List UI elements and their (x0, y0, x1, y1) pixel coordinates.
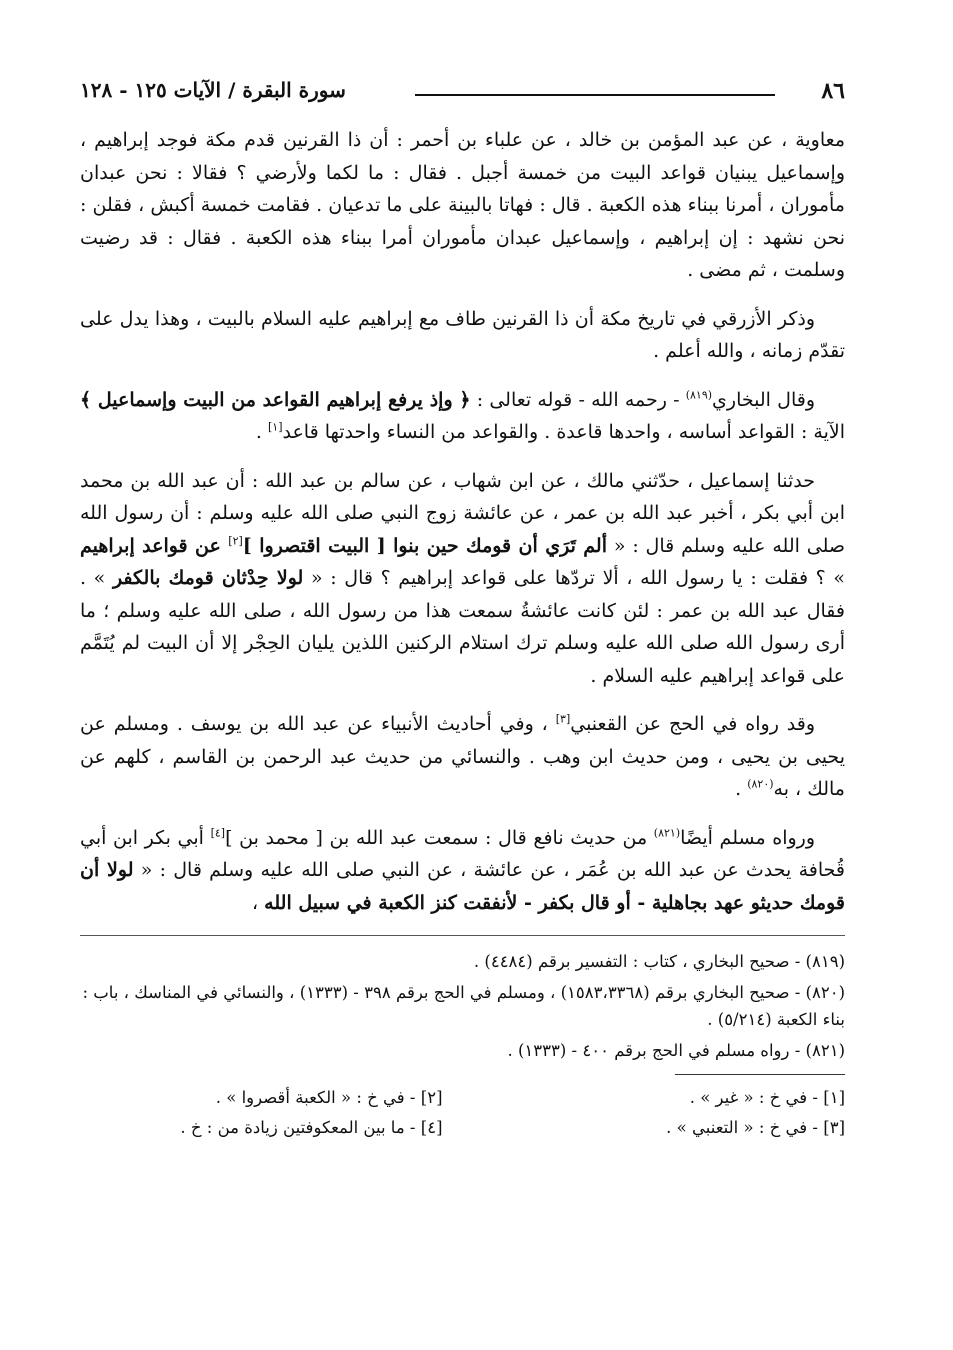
paragraph-3: وقال البخاري$^{(٨١٩)}$ - رحمه الله - قوله تعالى : ﴿ وإذ يرفع إبراهيم القواعد من البيت وإسماعيل ﴾ الآية : القواعد أساسه ، واحدها قاعدة . والقواعد من النساء واحدتها قاعد[١] . (80, 388, 845, 443)
paragraph-6: ورواه مسلم أيضًا$^{(٨٢١)}$ من حديث نافع قال : سمعت عبد الله بن [ محمد بن ][٤] أبي بكر ابن أبي قُحافة يحدث عن عبد الله بن عُمَر ، عن عائشة ، عن النبي صلى الله عليه وسلم قال : « لولا أن قومك حديثو عهد بجاهلية - أو قال بكفر - لأنفقت كنز الكعبة في سبيل الله ، (80, 826, 845, 914)
manuscript-note-4: [٤] - ما بين المعكوفتين زيادة من : خ . (180, 1118, 443, 1137)
footnotes (80, 935, 845, 1064)
paragraph-4: حدثنا إسماعيل ، حدّثني مالك ، عن ابن شهاب ، عن سالم بن عبد الله : أن عبد الله بن محمد ابن أبي بكر ، أخبر عبد الله بن عمر ، عن عائشة زوج النبي صلى الله عليه وسلم : أن رسول الله صلى الله عليه وسلم قال : « ألم تَرَي أن قومك حين بنوا [ البيت اقتصروا ][٢] عن قواعد إبراهيم » ؟ فقلت : يا رسول الله ، ألا تردّها على قواعد إبراهيم ؟ قال : « لولا حِدْثان قومك بالكفر » . فقال عبد الله بن عمر : لئن كانت عائشةُ سمعت هذا من رسول الله ، صلى الله عليه وسلم ؛ ما أرى رسول الله صلى الله عليه وسلم ترك استلام الركنين اللذين يليان الحِجْر إلا أن البيت لم يُتَمَّم على قواعد إبراهيم عليه السلام . (80, 469, 846, 687)
footnote-819: (٨١٩) - صحيح البخاري ، كتاب : التفسير برقم (٤٤٨٤) . (473, 952, 845, 971)
page-number: ٨٦ (821, 78, 845, 104)
paragraph-2: وذكر الأزرقي في تاريخ مكة أن ذا القرنين طاف مع إبراهيم عليه السلام بالبيت ، وهذا يدل على تقدّم زمانه ، والله أعلم . (80, 307, 845, 362)
hadith-text-2: عن قواعد إبراهيم (80, 534, 229, 557)
page-header (80, 72, 845, 112)
paragraph-1: معاوية ، عن عبد المؤمن بن خالد ، عن علباء بن أحمر : أن ذا القرنين قدم مكة فوجد إبراهيم ، وإسماعيل يبنيان قواعد البيت من خمسة أجبل . فقال : ما لكما ولأرضي ؟ فقالا : نحن عبدان مأموران ، أمرنا ببناء هذه الكعبة . قال : فهاتا بالبينة على ما تدعيان . فقامت خمسة أكبش ، فقلن : نحن نشهد : إن إبراهيم ، وإسماعيل عبدان مأموران أمرا ببناء هذه الكعبة . فقال : قد رضيت وسلمت ، ثم مضى . (80, 129, 845, 281)
manuscript-note-2: [٢] - في خ : « الكعبة أقصروا » . (215, 1088, 443, 1107)
footnote-820: (٨٢٠) - صحيح البخاري برقم (١٥٨٣،٣٣٦٨) ، ومسلم في الحج برقم ٣٩٨ - (١٣٣٣) ، والنسائي في المناسك ، باب : بناء الكعبة (٥/٢١٤) . (82, 983, 845, 1029)
note-ref-3[interactable]: [٣] (555, 712, 571, 726)
main-text (80, 124, 845, 919)
manuscript-note-1: [١] - في خ : « غير » . (689, 1088, 845, 1107)
footnote-821: (٨٢١) - رواه مسلم في الحج برقم ٤٠٠ - (١٣٣٣) . (507, 1041, 845, 1060)
running-head: سورة البقرة / الآيات ١٢٥ - ١٢٨ (80, 78, 346, 102)
hadith-text-4: لولا أن قومك حديثو عهد بجاهلية - أو قال بكفر - لأنفقت كنز الكعبة في سبيل الله (80, 859, 845, 914)
paragraph-5: وقد رواه في الحج عن القعنبي[٣] ، وفي أحاديث الأنبياء عن عبد الله بن يوسف . ومسلم عن يحيى بن يحيى ، ومن حديث ابن وهب . والنسائي من حديث عبد الرحمن بن القاسم ، كلهم عن مالك ، به$^{(٨٢٠)}$ . (80, 712, 845, 800)
hadith-text-1: ألم تَرَي أن قومك حين بنوا [ البيت اقتصروا ] (242, 534, 607, 557)
note-ref-1[interactable]: [١] (267, 420, 283, 434)
hadith-text-3: لولا حِدْثان قومك بالكفر (112, 567, 304, 589)
quran-verse: ﴿ وإذ يرفع إبراهيم القواعد من البيت وإسماعيل ﴾ (80, 388, 471, 411)
header-rule (415, 94, 775, 96)
footnote-ref-819[interactable]: (٨١٩) (685, 388, 713, 402)
manuscript-notes (80, 1083, 845, 1143)
note-ref-2[interactable]: [٢] (228, 534, 243, 548)
notes-rule (675, 1074, 845, 1075)
note-ref-4[interactable]: [٤] (210, 826, 226, 840)
book-page (80, 72, 845, 1143)
manuscript-note-3: [٣] - في خ : « التعنبي » . (666, 1118, 845, 1137)
footnote-ref-821[interactable]: (٨٢١) (653, 826, 681, 840)
footnote-ref-820[interactable]: (٨٢٠) (747, 777, 774, 791)
